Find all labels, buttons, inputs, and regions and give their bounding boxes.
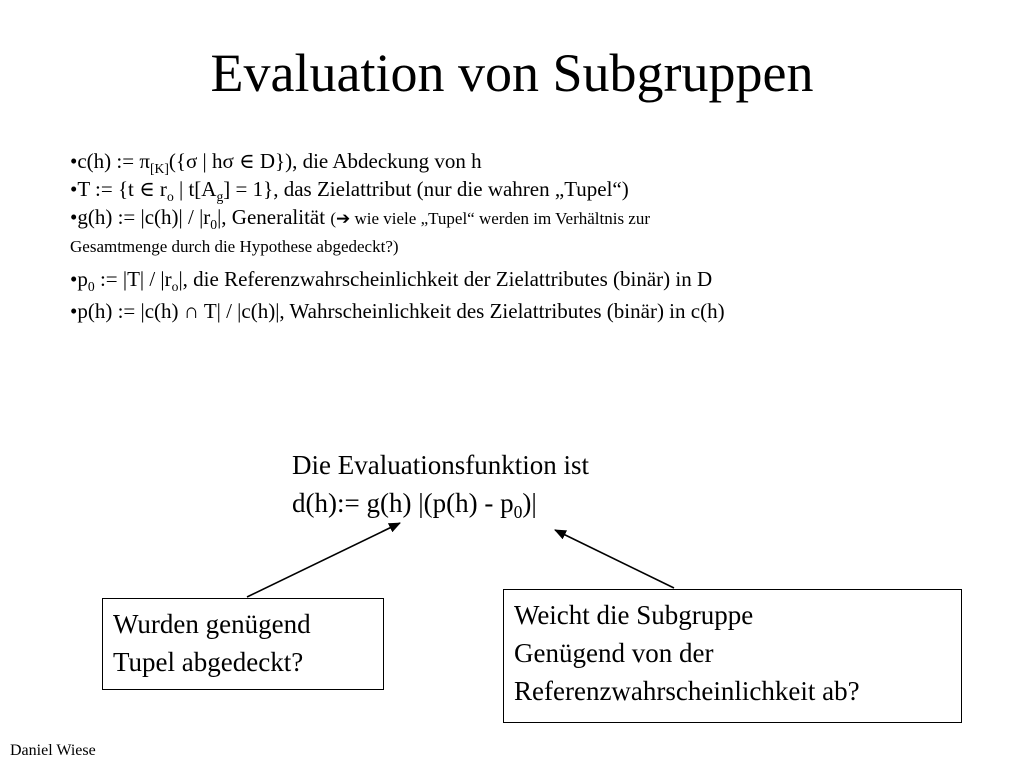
bullet-note: (➔ wie viele „Tupel“ werden im Verhältnis zur [330,209,651,228]
subscript: o [171,278,179,294]
box-text: Referenzwahrscheinlichkeit ab? [514,676,860,706]
arrow-right [555,530,674,588]
slide-title: Evaluation von Subgruppen [210,43,814,103]
bullet-text: •g(h) := |c(h)| / |r [70,205,211,229]
box-text: Wurden genügend [113,609,311,639]
bullet-note-continued: Gesamtmenge durch die Hypothese abgedeckt?) [70,237,399,256]
bullet-text: |, die Referenzwahrscheinlichkeit der Zielattributes (binär) in D [178,267,713,291]
bullet-text: ] = 1}, das Zielattribut (nur die wahren „Tupel“) [223,177,629,201]
formula-text: d(h):= g(h) |(p(h) - p [292,488,514,518]
bullet-text: | t[A [173,177,217,201]
arrow-left [247,523,400,597]
box-text: Genügend von der [514,638,714,668]
subscript: 0 [210,216,218,232]
box-text: Weicht die Subgruppe [514,600,754,630]
bullet-text: •p [70,267,88,291]
bullet-text: |, Generalität [217,205,331,229]
bullet-text: •T := {t ∈ r [70,177,167,201]
question-box-coverage [102,598,384,690]
box-text: Tupel abgedeckt? [113,647,304,677]
subscript: 0 [513,502,523,523]
formula-intro: Die Evaluationsfunktion ist [292,450,589,480]
formula-text: )| [522,488,537,518]
bullet-text: := |T| / |r [94,267,172,291]
subscript: o [166,188,174,204]
question-box-deviation [503,589,962,723]
subscript: 0 [87,278,95,294]
subscript: g [216,188,224,204]
subscript: [K] [149,160,169,176]
bullet-text: ({σ | hσ ∈ D}), die Abdeckung von h [168,149,482,173]
bullet-text: •c(h) := π [70,149,150,173]
bullet-wahrscheinlichkeit: •p(h) := |c(h) ∩ T| / |c(h)|, Wahrscheinlichkeit des Zielattributes (binär) in c(h) [70,299,725,323]
author-footer: Daniel Wiese [10,742,96,759]
